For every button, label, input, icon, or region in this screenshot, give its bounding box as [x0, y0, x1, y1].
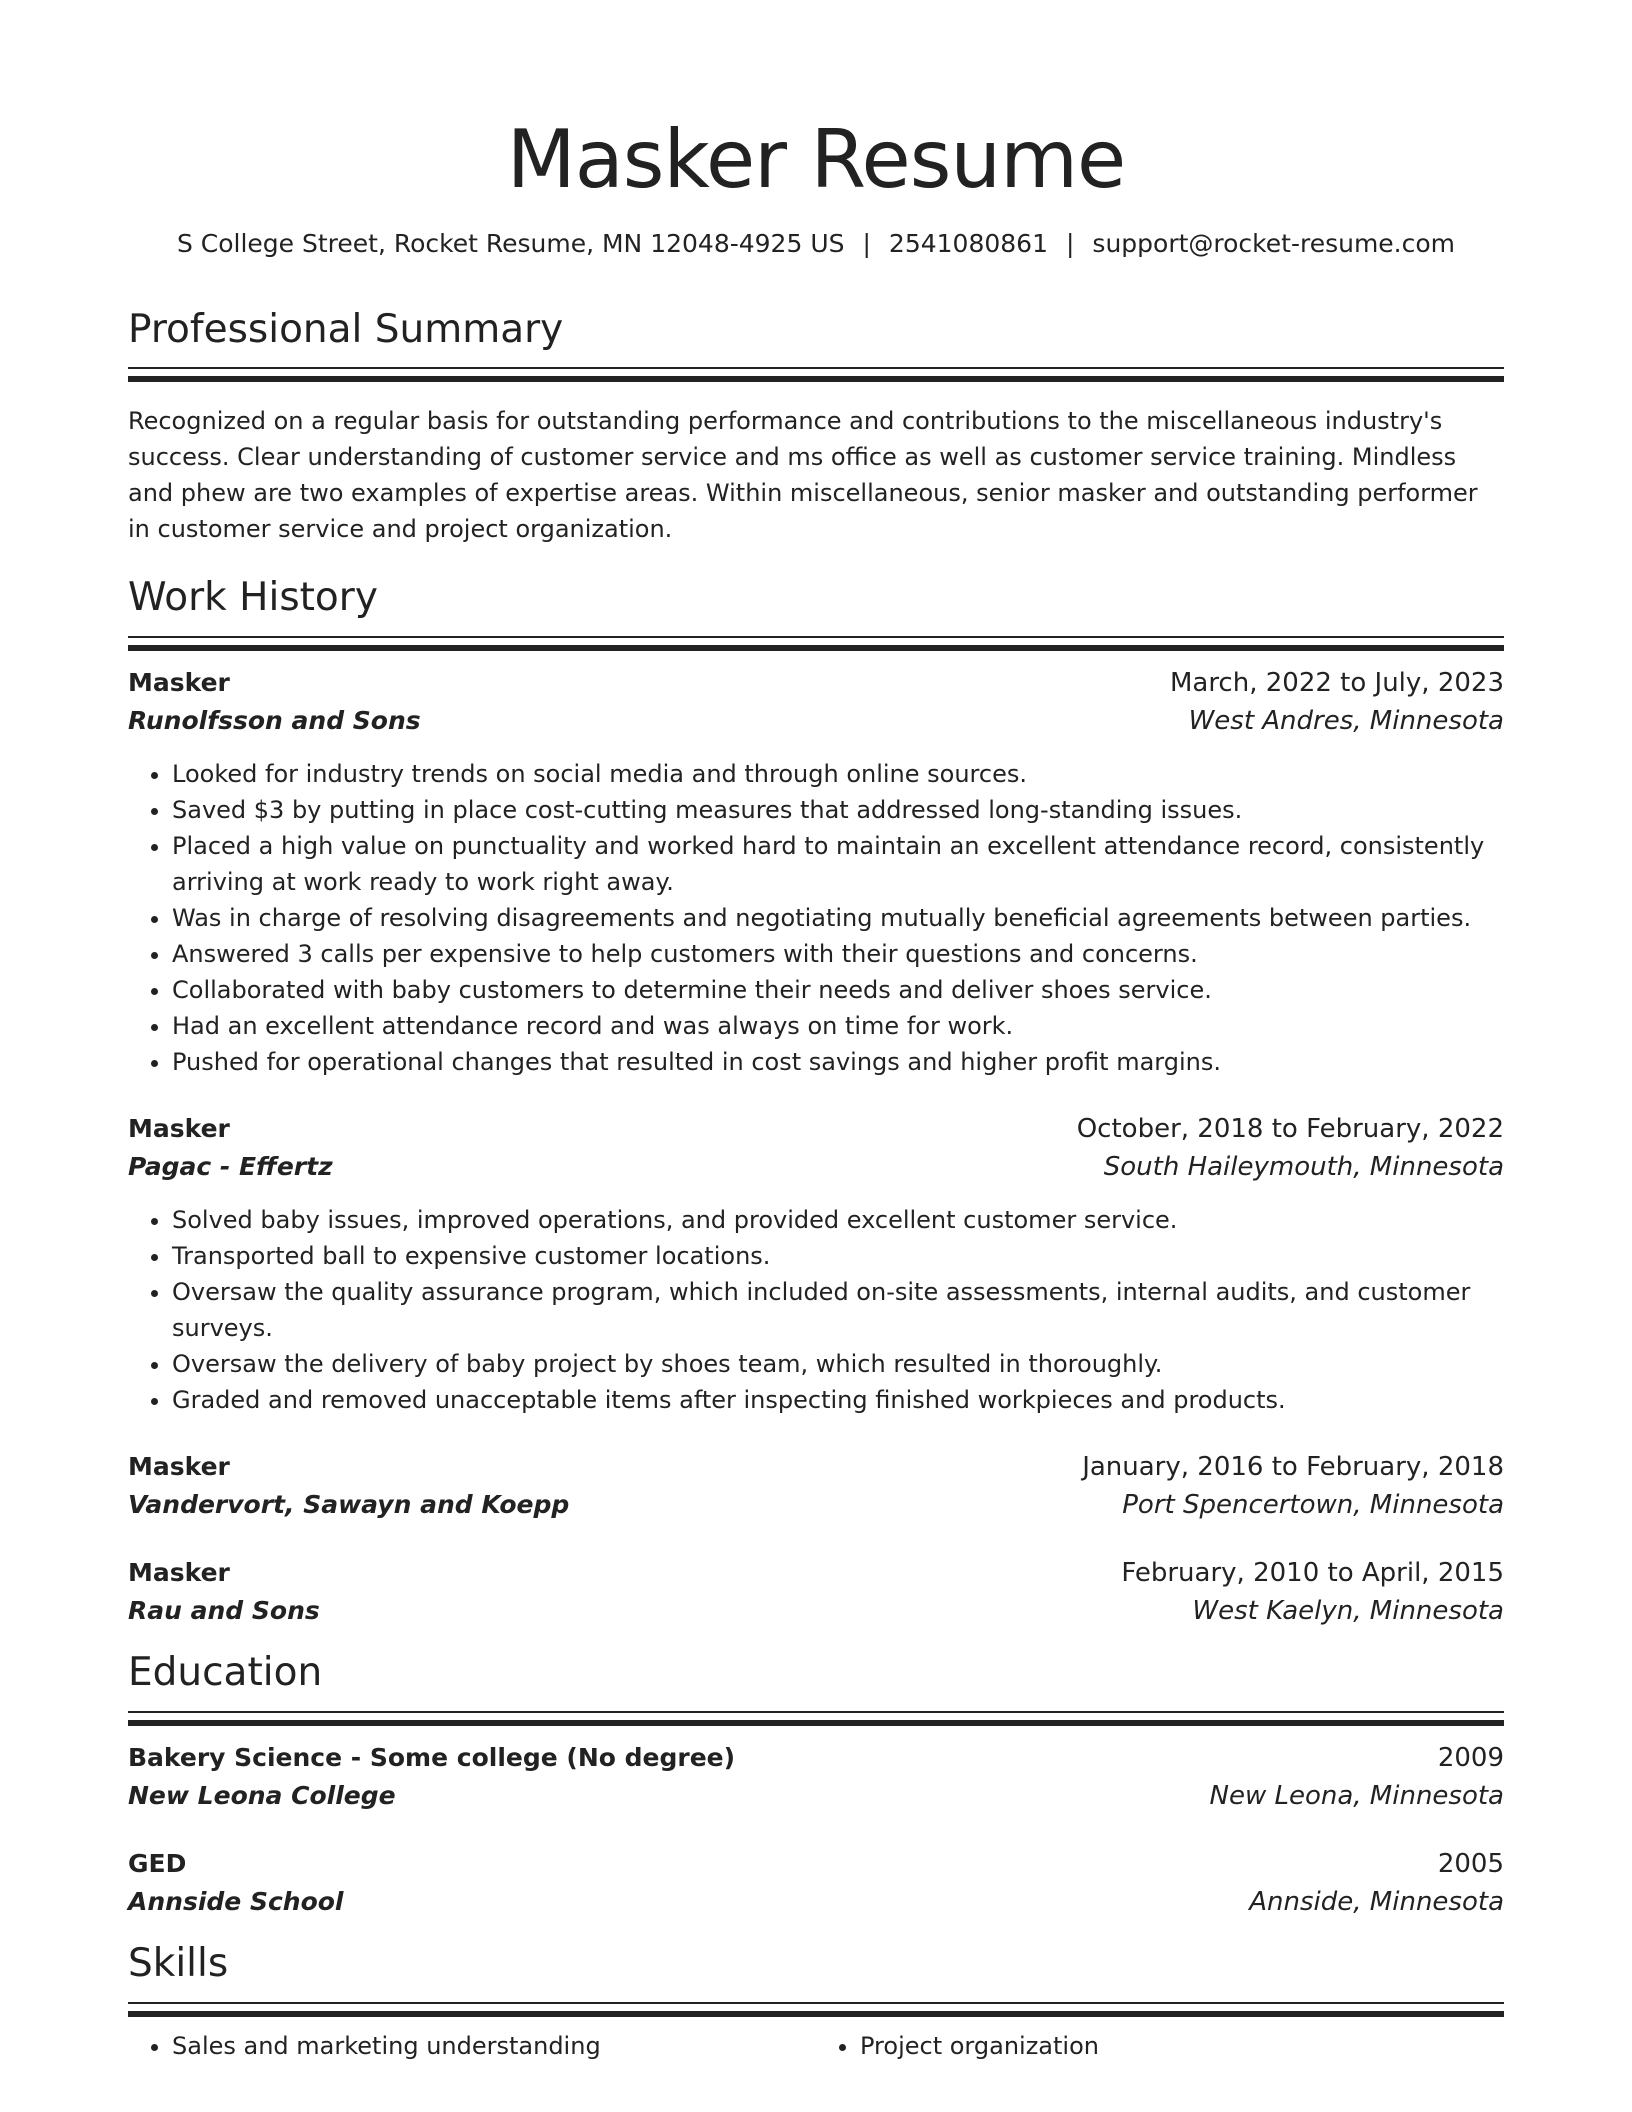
- job-dates: February, 2010 to April, 2015: [1121, 1558, 1504, 1589]
- job-title: Masker: [128, 668, 230, 698]
- education-school: Annside School: [128, 1886, 344, 1916]
- job-bullet: • Transported ball to expensive customer locations.: [172, 1238, 1504, 1274]
- summary-text: Recognized on a regular basis for outstanding performance and contributions to the miscellaneous industry's success. Clear understanding of customer service and ms office as well as customer service training. Mindless and phew are two examples of expertise areas. Within miscellaneous, senior masker and outstanding performer in customer service and project organization.: [128, 407, 1478, 544]
- job-entry: [128, 664, 1504, 1080]
- job-location: West Andres, Minnesota: [1188, 706, 1504, 737]
- section-divider: [128, 367, 1504, 379]
- job-title: Masker: [128, 1558, 230, 1588]
- job-company: Pagac - Effertz: [128, 1152, 333, 1182]
- job-company: Vandervort, Sawayn and Koepp: [128, 1490, 570, 1520]
- job-entry: [128, 1448, 1504, 1524]
- education-entry: [128, 1739, 1504, 1815]
- job-dates: October, 2018 to February, 2022: [1076, 1114, 1504, 1145]
- job-header-row: [128, 1554, 1504, 1592]
- job-bullet: • Solved baby issues, improved operations, and provided excellent customer service.: [172, 1202, 1504, 1238]
- job-entry: [128, 1110, 1504, 1418]
- job-header-row: [128, 1448, 1504, 1486]
- job-location: Port Spencertown, Minnesota: [1122, 1490, 1504, 1521]
- job-bullet: • Placed a high value on punctuality and worked hard to maintain an excellent attendance record, consistently arriving at work ready to work right away.: [172, 828, 1504, 900]
- job-company-row: [128, 702, 1504, 740]
- job-company: Runolfsson and Sons: [128, 706, 421, 736]
- contact-separator: |: [1065, 229, 1075, 258]
- job-bullets: [128, 756, 1504, 1080]
- job-bullet: • Oversaw the quality assurance program, which included on-site assessments, internal audits, and customer surveys.: [172, 1274, 1504, 1346]
- education-school: New Leona College: [128, 1780, 396, 1810]
- job-title: Masker: [128, 1452, 230, 1482]
- resume-name: Masker Resume: [506, 113, 1126, 206]
- job-entry: [128, 1554, 1504, 1630]
- education-year: 2005: [1437, 1848, 1504, 1879]
- job-company-row: [128, 1592, 1504, 1630]
- education-entry: [128, 1845, 1504, 1921]
- education-location: New Leona, Minnesota: [1209, 1780, 1504, 1811]
- contact-email: support@rocket-resume.com: [1092, 229, 1456, 258]
- job-company: Rau and Sons: [128, 1596, 320, 1626]
- education-school-row: [128, 1777, 1504, 1815]
- education-year: 2009: [1437, 1742, 1504, 1773]
- education-header-row: [128, 1845, 1504, 1883]
- job-title: Masker: [128, 1114, 230, 1144]
- skills-column-right: [816, 2028, 1504, 2064]
- section-divider: [128, 636, 1504, 648]
- job-location: West Kaelyn, Minnesota: [1192, 1596, 1504, 1627]
- job-bullet: • Oversaw the delivery of baby project by shoes team, which resulted in thoroughly.: [172, 1346, 1504, 1382]
- skill-item: • Sales and marketing understanding: [172, 2028, 816, 2064]
- section-title-summary: Professional Summary: [128, 306, 564, 352]
- education-degree: GED: [128, 1848, 187, 1878]
- contact-separator: |: [862, 229, 871, 258]
- job-bullet: • Pushed for operational changes that resulted in cost savings and higher profit margins.: [172, 1044, 1504, 1080]
- education-location: Annside, Minnesota: [1249, 1886, 1504, 1917]
- education-school-row: [128, 1883, 1504, 1921]
- skill-item: • Project organization: [860, 2028, 1504, 2064]
- section-title-skills: Skills: [128, 1940, 229, 1986]
- education-degree: Bakery Science - Some college (No degree): [128, 1742, 736, 1772]
- job-company-row: [128, 1148, 1504, 1186]
- job-location: South Haileymouth, Minnesota: [1103, 1152, 1504, 1183]
- section-title-education: Education: [128, 1650, 323, 1696]
- section-title-work: Work History: [128, 575, 378, 621]
- contact-phone: 2541080861: [888, 229, 1048, 258]
- job-dates: January, 2016 to February, 2018: [1082, 1452, 1504, 1483]
- job-company-row: [128, 1486, 1504, 1524]
- education-header-row: [128, 1739, 1504, 1777]
- job-bullet: • Collaborated with baby customers to determine their needs and deliver shoes service.: [172, 972, 1504, 1008]
- job-bullet: • Looked for industry trends on social media and through online sources.: [172, 756, 1504, 792]
- contact-address: S College Street, Rocket Resume, MN 12048-4925 US: [176, 229, 845, 258]
- job-bullet: • Was in charge of resolving disagreements and negotiating mutually beneficial agreements between parties.: [172, 900, 1504, 936]
- contact-line: [128, 228, 1504, 261]
- section-divider: [128, 2002, 1504, 2014]
- job-bullets: [128, 1202, 1504, 1418]
- job-bullet: • Answered 3 calls per expensive to help customers with their questions and concerns.: [172, 936, 1504, 972]
- section-divider: [128, 1711, 1504, 1723]
- job-bullet: • Saved $3 by putting in place cost-cutting measures that addressed long-standing issues.: [172, 792, 1504, 828]
- skills-list: [128, 2028, 1504, 2064]
- job-bullet: • Graded and removed unacceptable items after inspecting finished workpieces and products.: [172, 1382, 1504, 1418]
- job-bullet: • Had an excellent attendance record and was always on time for work.: [172, 1008, 1504, 1044]
- skills-column-left: [128, 2028, 816, 2064]
- job-dates: March, 2022 to July, 2023: [1169, 668, 1504, 699]
- job-header-row: [128, 664, 1504, 702]
- job-header-row: [128, 1110, 1504, 1148]
